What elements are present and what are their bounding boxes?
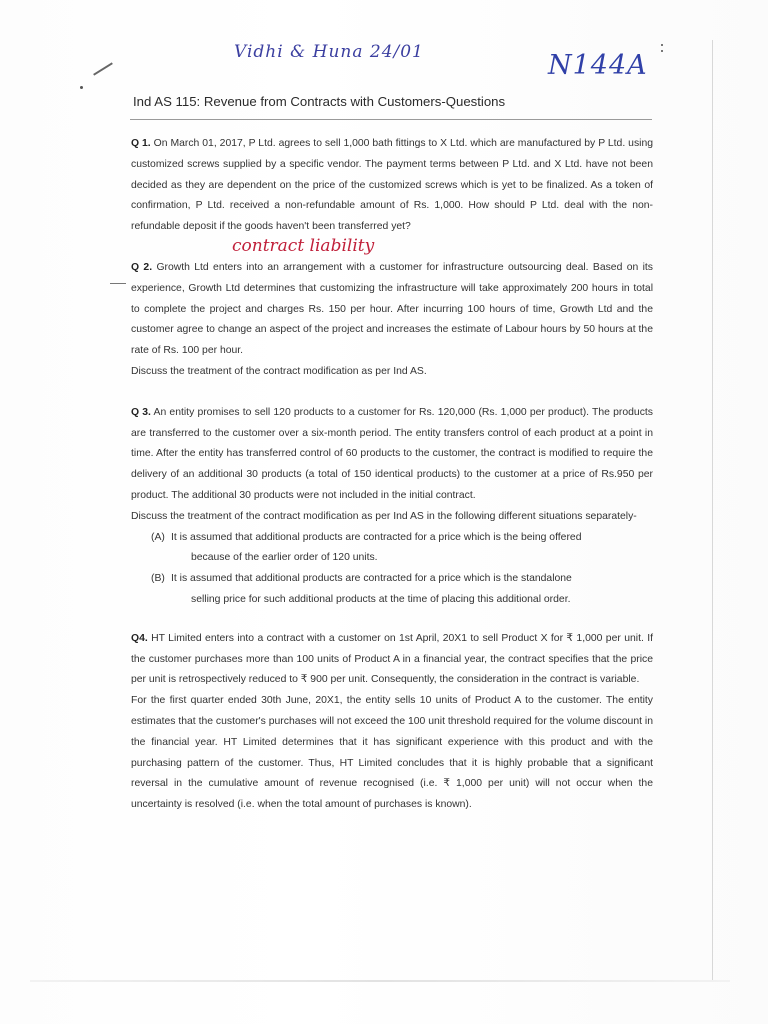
question-1 — [131, 134, 653, 238]
pen-tick-mark — [93, 62, 113, 75]
question-4-number: Q4. — [131, 632, 148, 644]
question-4 — [131, 629, 653, 816]
sub-item-a-line2: because of the earlier order of 120 units. — [191, 552, 378, 564]
document-title: Ind AS 115: Revenue from Contracts with Customers-Questions — [133, 94, 506, 109]
question-2-instruction: Discuss the treatment of the contract modification as per Ind AS. — [131, 365, 427, 377]
sub-item-b-label: (B) — [151, 573, 165, 585]
question-3-sub-item-b — [151, 569, 653, 611]
question-3-number: Q 3. — [131, 406, 151, 418]
sub-item-b-text — [171, 569, 653, 611]
pen-dash-mark — [110, 283, 126, 284]
question-3-text: An entity promises to sell 120 products to a customer for Rs. 120,000 (Rs. 1,000 per product). The products are transferred to the customer over a six-month period. The entity transfers control of each product at a point in time. After the entity has transferred control of 60 products to the customer, the contract is modified to require the delivery of an additional 30 products (a total of 150 identical products) to the customer at a price of Rs.950 per product. The additional 30 products were not included in the initial contract. — [131, 406, 653, 501]
question-4-text: HT Limited enters into a contract with a customer on 1st April, 20X1 to sell Product X for ₹ 1,000 per unit. If the customer purchases more than 100 units of Product A in a financial year, the contract specifies that the price per unit is retrospectively reduced to ₹ 900 per unit. Consequently, the consideration in the contract is variable. — [131, 632, 653, 686]
question-2-number: Q 2. — [131, 261, 153, 273]
handwritten-code: N144A — [548, 50, 648, 81]
question-3 — [131, 403, 653, 611]
page-edge-right — [712, 40, 713, 980]
sub-item-b-line2: selling price for such additional products at the time of placing this additional order. — [191, 593, 571, 605]
pen-dot-mark — [80, 86, 83, 89]
question-3-paragraph — [131, 403, 653, 507]
sub-item-a-text — [171, 528, 653, 570]
page-edge-bottom — [30, 980, 730, 982]
sub-item-a-line1: It is assumed that additional products are contracted for a price which is the being offered — [171, 531, 582, 543]
sub-item-a-label: (A) — [151, 531, 165, 543]
questions-list — [131, 134, 653, 834]
question-2-text: Growth Ltd enters into an arrangement with a customer for infrastructure outsourcing deal. Based on its experience, Growth Ltd determines that customizing the infrastructure will take approximately 200 hours in total to complete the project and charges Rs. 150 per hour. After incurring 100 hours of time, Growth Ltd and the customer agree to change an aspect of the project and increases the estimate of Labour hours by 50 hours at the rate of Rs. 100 per hour. — [131, 261, 653, 357]
handwritten-names-date: Vidhi & Huna 24/01 — [234, 42, 424, 62]
question-2-paragraph — [131, 258, 653, 362]
question-4-paragraph — [131, 629, 653, 691]
question-2 — [131, 258, 653, 383]
sub-item-b-line1: It is assumed that additional products are contracted for a price which is the standalone — [171, 573, 572, 585]
title-underline — [130, 119, 652, 120]
question-3-sub-item-a — [151, 528, 653, 570]
question-4-paragraph-2: For the first quarter ended 30th June, 20X1, the entity sells 10 units of Product A to the customer. The entity estimates that the customer's purchases will not exceed the 100 unit threshold required for the volume discount in the financial year. HT Limited determines that it has significant experience with this product and with the purchasing pattern of the customer. Thus, HT Limited concludes that it is highly probable that a significant reversal in the cumulative amount of revenue recognised (i.e. ₹ 1,000 per unit) will not occur when the uncertainty is resolved (i.e. when the total amount of purchases is known). — [131, 695, 653, 811]
handwritten-margin-note: contract liability — [232, 236, 375, 256]
question-1-text: On March 01, 2017, P Ltd. agrees to sell 1,000 bath fittings to X Ltd. which are manufactured by P Ltd. using customized screws supplied by a specific vendor. The payment terms between P Ltd. and X Ltd. have not been decided as they are dependent on the price of the customized screws which is yet to be finalized. As a token of confirmation, P Ltd. received a non-refundable amount of Rs. 1,000. How should P Ltd. deal with the non-refundable deposit if the goods haven't been transferred yet? — [131, 138, 654, 233]
question-3-instruction: Discuss the treatment of the contract modification as per Ind AS in the following different situations separately- — [131, 510, 637, 522]
pen-colon-mark — [661, 44, 663, 46]
question-1-paragraph — [131, 134, 653, 238]
question-1-number: Q 1. — [131, 138, 151, 149]
